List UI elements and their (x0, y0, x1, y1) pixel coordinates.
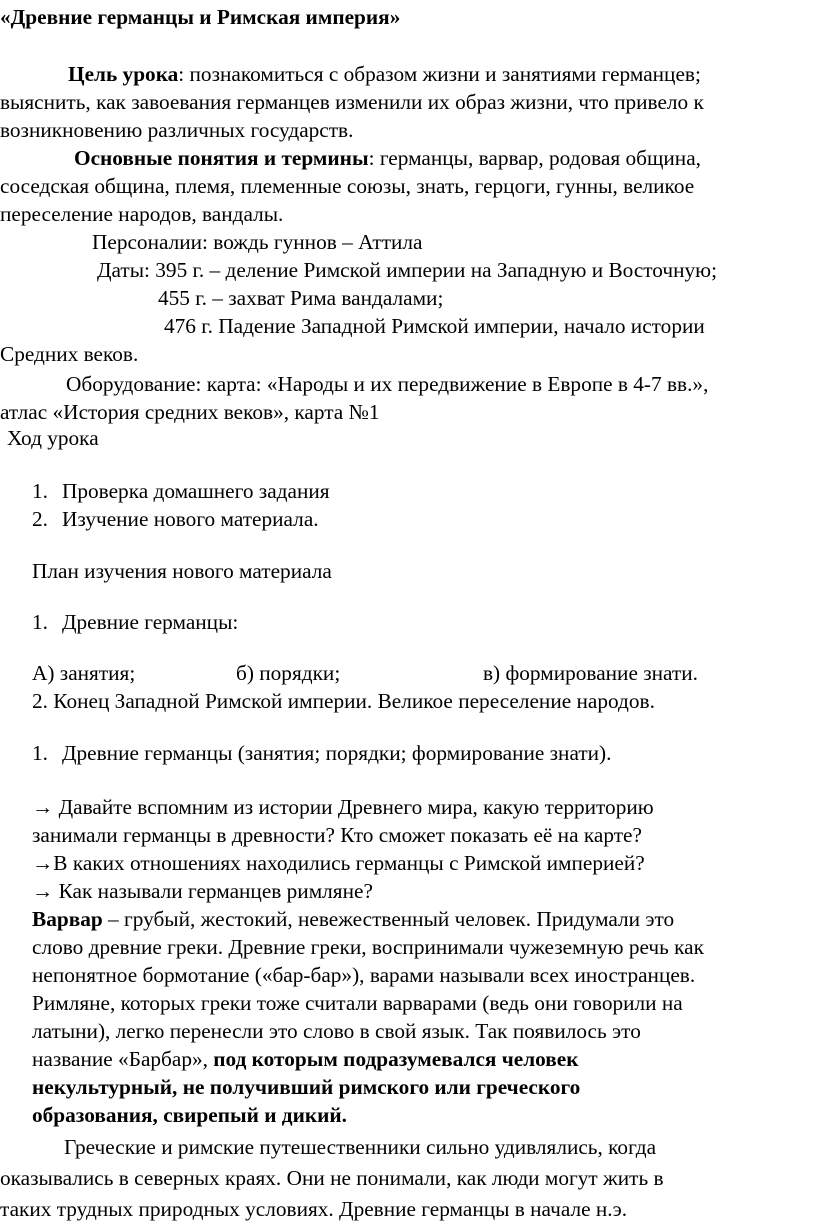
barbar-line-6 (32, 1045, 579, 1073)
terms-text-1: : германцы, варвар, родовая община, (368, 146, 701, 170)
goal-line-3: возникновению различных государств. (0, 118, 354, 142)
step-2 (32, 505, 319, 533)
travelers-line-1: Греческие и римские путешественники сильно удивлялись, когда (64, 1135, 657, 1159)
section-1-heading (32, 739, 612, 767)
barbar-text-6a: название «Барбар», (32, 1047, 214, 1071)
goal-line-2: выяснить, как завоевания германцев изменили их образ жизни, что привело к (0, 90, 704, 114)
barbar-line-4: Римляне, которых греки тоже считали варварами (ведь они говорили на (32, 991, 683, 1015)
dates-line-2: 455 г. – захват Рима вандалами; (158, 286, 444, 310)
terms-line-3: переселение народов, вандалы. (0, 202, 284, 226)
document-title: «Древние германцы и Римская империя» (0, 5, 401, 29)
equipment-line-1: Оборудование: карта: «Народы и их передвижение в Европе в 4-7 вв.», (66, 372, 709, 396)
plan-item-1 (32, 608, 239, 636)
barbar-line-5: латыни), легко перенесли это слово в свой язык. Так появилось это (32, 1019, 641, 1043)
section-1-number: 1. (32, 741, 48, 765)
section-1-text: Древние германцы (занятия; порядки; формирование знати). (62, 741, 612, 765)
barbar-line-8: образования, свирепый и дикий. (32, 1103, 347, 1127)
plan-item-1-number: 1. (32, 610, 48, 634)
terms-line-1 (74, 144, 701, 172)
terms-line-2: соседская община, племя, племенные союзы, знать, герцоги, гунны, великое (0, 174, 695, 198)
question-1b: занимали германцы в древности? Кто сможет показать её на карте? (32, 823, 642, 847)
barbar-line-2: слово древние греки. Древние греки, воспринимали чужеземную речь как (32, 935, 704, 959)
goal-label: Цель урока (68, 62, 179, 86)
equipment-line-2: атлас «История средних веков», карта №1 (0, 400, 380, 424)
question-1a: → Давайте вспомним из истории Древнего мира, какую территорию (32, 795, 654, 819)
goal-text-1: : познакомиться с образом жизни и занятиями германцев; (178, 62, 701, 86)
plan-sub-b: б) порядки; (236, 661, 341, 685)
dates-line-1: Даты: 395 г. – деление Римской империи на Западную и Восточную; (97, 258, 717, 282)
persons-line: Персоналии: вождь гуннов – Аттила (92, 230, 423, 254)
step-1-number: 1. (32, 479, 48, 503)
barbar-text-1: – грубый, жестокий, невежественный человек. Придумали это (102, 907, 675, 931)
plan-sub-c: в) формирование знати. (483, 661, 698, 685)
plan-item-2: 2. Конец Западной Римской империи. Великое переселение народов. (32, 689, 655, 713)
dates-line-4: Средних веков. (0, 342, 139, 366)
barbar-line-3: непонятное бормотание («бар-бар»), варами называли всех иностранцев. (32, 963, 696, 987)
step-1-text: Проверка домашнего задания (62, 479, 330, 503)
barbar-line-1 (32, 905, 674, 933)
travelers-line-2: оказывались в северных краях. Они не понимали, как люди могут жить в (0, 1166, 664, 1190)
plan-sub-a: А) занятия; (32, 661, 136, 685)
travelers-line-3: таких трудных природных условиях. Древние германцы в начале н.э. (0, 1197, 628, 1221)
terms-label: Основные понятия и термины (74, 146, 369, 170)
plan-title: План изучения нового материала (32, 559, 332, 583)
step-2-text: Изучение нового материала. (62, 507, 319, 531)
step-2-number: 2. (32, 507, 48, 531)
step-1 (32, 477, 330, 505)
barbar-term: Варвар (32, 907, 103, 931)
dates-line-3: 476 г. Падение Западной Римской империи, начало истории (164, 314, 705, 338)
course-heading: Ход урока (7, 426, 99, 450)
goal-line-1 (68, 60, 701, 88)
question-3: → Как называли германцев римляне? (32, 879, 373, 903)
barbar-line-7: некультурный, не получивший римского или греческого (32, 1075, 581, 1099)
plan-item-1-text: Древние германцы: (62, 610, 239, 634)
question-2: →В каких отношениях находились германцы с Римской империей? (32, 851, 645, 875)
barbar-text-6b: под которым подразумевался человек (213, 1047, 579, 1071)
